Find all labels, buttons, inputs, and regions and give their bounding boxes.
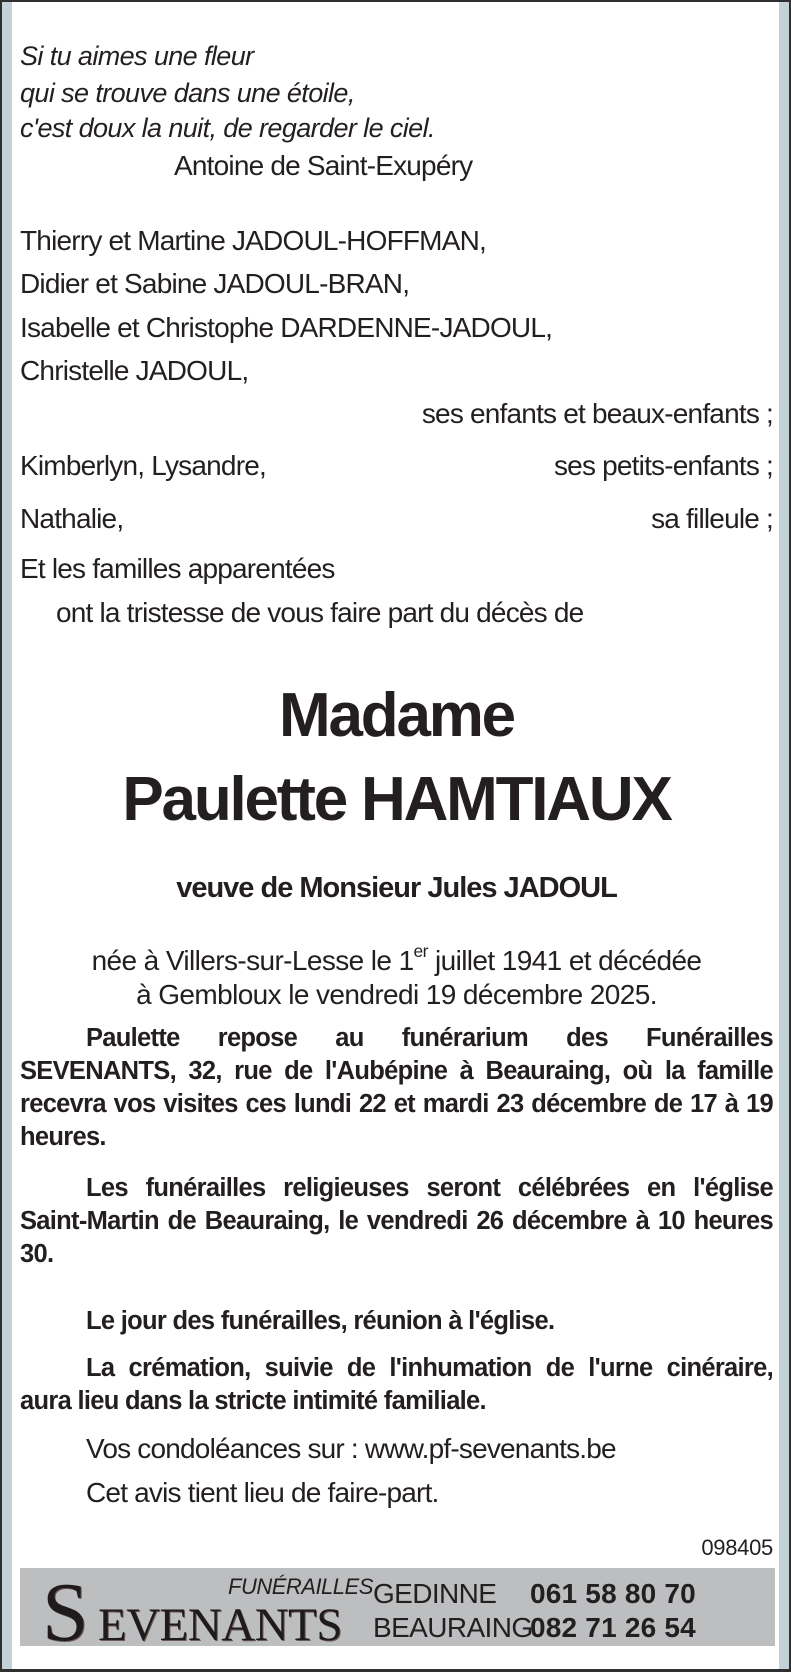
ordinal-suffix: er [413, 940, 428, 961]
deceased-name: Paulette HAMTIAUX [122, 765, 671, 834]
family-member: Thierry et Martine JADOUL-HOFFMAN, [20, 225, 486, 256]
goddaughter: Nathalie, [20, 503, 124, 534]
family-relation: ses enfants et beaux-enfants ; [421, 398, 773, 429]
grandchildren: Kimberlyn, Lysandre, [20, 450, 266, 481]
family-member: Christelle JADOUL, [20, 355, 249, 386]
obituary-notice [20, 0, 773, 1672]
announcement-line: ont la tristesse de vous faire part du décès de [56, 597, 584, 628]
cremation-paragraph [20, 1352, 773, 1418]
office-phone: 082 71 26 54 [530, 1612, 696, 1643]
meeting-text: Le jour des funérailles, réunion à l'église. [86, 1307, 555, 1335]
widow-of: veuve de Monsieur Jules JADOUL [176, 872, 617, 904]
family-member: Didier et Sabine JADOUL-BRAN, [20, 268, 410, 299]
cremation-text: La crémation, suivie de l'inhumation de l'urne cinéraire, aura lieu dans la stricte intimité familiale. [20, 1354, 773, 1415]
visitation-text: Paulette repose au funérarium des Funérailles SEVENANTS, 32, rue de l'Aubépine à Beauraing, où la famille recevra vos visites ces lundi 22 et mardi 23 décembre de 17 à 19 heures. [20, 1024, 773, 1151]
deceased-title: Madame [279, 681, 514, 750]
notice-line: Cet avis tient lieu de faire-part. [86, 1477, 439, 1508]
quote-line: qui se trouve dans une étoile, [20, 78, 355, 108]
quote-line: Si tu aimes une fleur [20, 41, 254, 71]
birth-text: née à Villers-sur-Lesse le 1 [91, 945, 414, 976]
family-relation: sa filleule ; [651, 503, 773, 534]
logo-tagline: FUNÉRAILLES [228, 1574, 373, 1599]
condolences-line: Vos condoléances sur : www.pf-sevenants.be [86, 1433, 616, 1464]
meeting-paragraph [20, 1305, 773, 1338]
logo-wordmark: EVENANTS [98, 1599, 343, 1651]
birth-text: juillet 1941 et décédée [427, 945, 702, 976]
family-member: Isabelle et Christophe DARDENNE-JADOUL, [20, 312, 553, 343]
quote-line: c'est doux la nuit, de regarder le ciel. [20, 113, 435, 143]
ceremony-paragraph [20, 1172, 773, 1271]
birth-death-line [20, 940, 773, 978]
visitation-paragraph [20, 1022, 773, 1154]
office-city: BEAURAING [373, 1612, 533, 1643]
logo-initial: S [42, 1566, 89, 1659]
office-phone: 061 58 80 70 [530, 1578, 696, 1609]
family-relation: ses petits-enfants ; [553, 450, 773, 481]
relatives-line: Et les familles apparentées [20, 553, 335, 584]
ceremony-text: Les funérailles religieuses seront célébrées en l'église Saint-Martin de Beauraing, le vendredi 26 décembre à 10 heures 30. [20, 1174, 773, 1268]
office-city: GEDINNE [373, 1578, 497, 1609]
death-line: à Gembloux le vendredi 19 décembre 2025. [136, 979, 657, 1010]
quote-author: Antoine de Saint-Exupéry [174, 150, 473, 181]
reference-number: 098405 [701, 1535, 773, 1560]
